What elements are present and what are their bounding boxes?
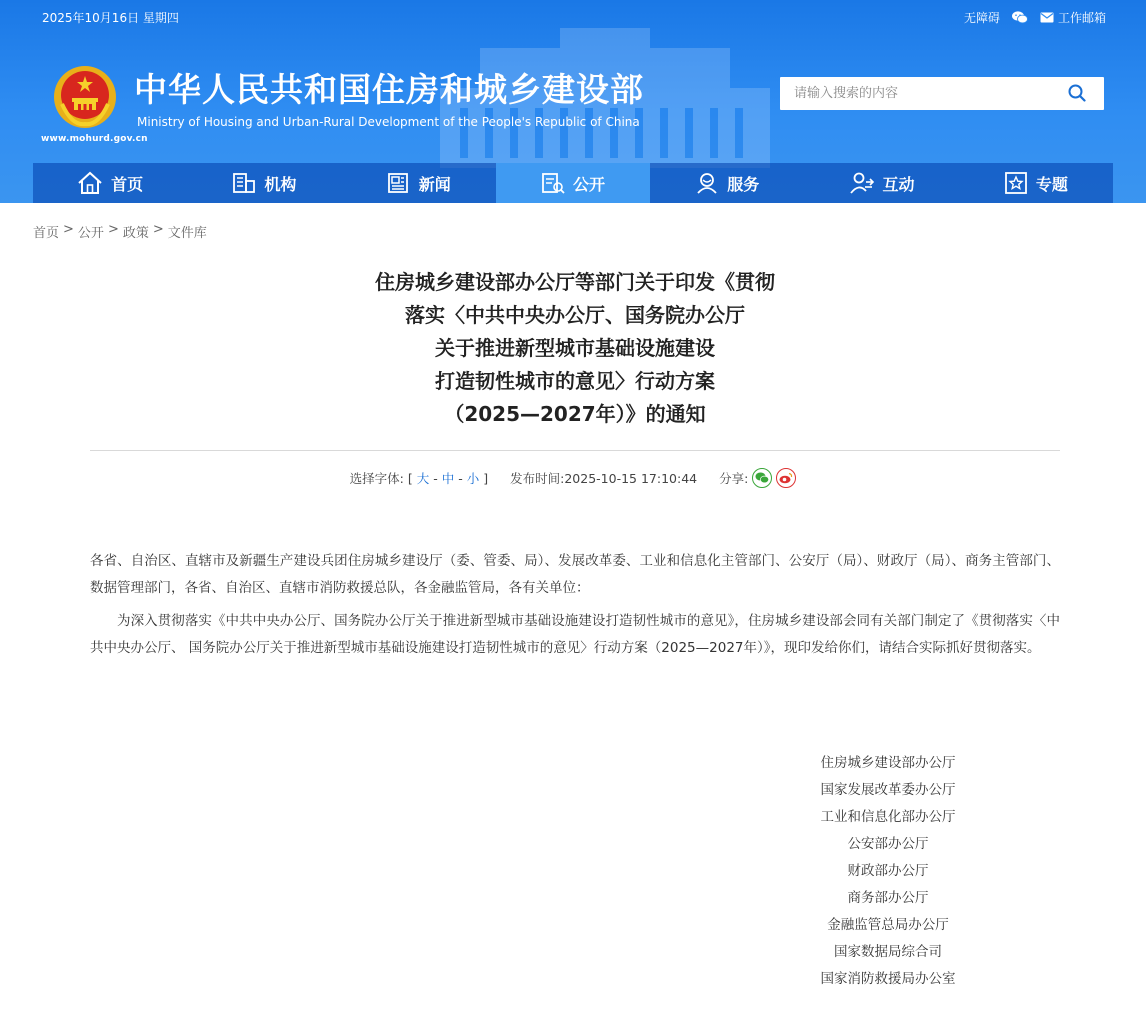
font-medium-link[interactable]: 中 [441,471,455,486]
share-weibo-button[interactable] [776,468,796,488]
accessibility-link[interactable]: 无障碍 [963,11,1000,25]
mail-label: 工作邮箱 [1057,11,1106,25]
breadcrumb-separator: > [63,222,74,237]
national-emblem-icon[interactable] [52,64,118,130]
signature-line: 金融监管总局办公厅 [827,917,949,933]
bracket-close: ] [483,471,489,486]
nav-label: 新闻 [418,174,451,194]
search-input[interactable] [794,78,1064,109]
article-title [290,266,860,431]
site-header [0,0,1146,203]
nav-item-interaction[interactable] [804,163,958,203]
nav-item-topics[interactable] [959,163,1113,203]
font-small-link[interactable]: 小 [466,471,480,486]
nav-label: 首页 [111,174,144,194]
current-date: 2025年10月16日 星期四 [42,11,179,25]
breadcrumb-home[interactable]: 首页 [33,226,60,241]
nav-item-public[interactable] [496,163,650,203]
dash: - [433,471,438,486]
font-size-label: 选择字体: [349,471,404,486]
mail-link[interactable] [1040,9,1106,26]
nav-label: 公开 [572,174,605,194]
nav-item-service[interactable] [650,163,804,203]
signature-line: 公安部办公厅 [847,836,929,852]
body-paragraph: 为深入贯彻落实《中共中央办公厅、国务院办公厅关于推进新型城市基础设施建设打造韧性城市的意见》，住房城乡建设部会同有关部门制定了《贯彻落实〈中共中央办公厅、 国务院办公厅关于推进新型城市基础设施建设打造韧性城市的意见〉行动方案（2025—2027年）》，现印发给你们，请结合实际抓好贯彻落实。 [90,613,1060,656]
article-body [90,548,1060,668]
star-icon [1004,171,1028,195]
bracket-open: [ [407,471,413,486]
home-icon [77,171,103,195]
top-bar [0,0,1146,34]
breadcrumb [33,222,207,241]
dash: - [458,471,463,486]
nav-label: 互动 [882,174,915,194]
site-url: www.mohurd.gov.cn [41,134,148,144]
breadcrumb-separator: > [152,222,164,237]
title-line: 住房城乡建设部办公厅等部门关于印发《贯彻 [375,270,775,294]
site-title[interactable]: 中华人民共和国住房和城乡建设部 [134,70,644,109]
nav-item-home[interactable] [33,163,187,203]
title-line: （2025—2027年）》的通知 [444,402,706,426]
article-meta [0,468,1146,488]
nav-label: 服务 [727,174,760,194]
signature-line: 国家发展改革委办公厅 [820,782,956,798]
service-icon [695,171,719,195]
wechat-icon [1012,11,1028,24]
recipients-paragraph: 各省、自治区、直辖市及新疆生产建设兵团住房城乡建设厅（委、管委、局）、发展改革委、工业和信息化主管部门、公安厅（局）、财政厅（局）、商务主管部门、数据管理部门，各省、自治区、直辖市消防救援总队，各金融监管局，各有关单位： [90,553,1060,596]
search-icon[interactable] [1068,84,1086,102]
breadcrumb-policy[interactable]: 政策 [122,226,149,241]
news-icon [387,172,411,194]
nav-label: 机构 [264,174,297,194]
wechat-icon [755,472,769,484]
wechat-link[interactable] [1012,11,1028,24]
publish-label: 发布时间: [510,471,565,486]
breadcrumb-separator: > [107,222,119,237]
font-large-link[interactable]: 大 [416,471,430,486]
nav-item-organization[interactable] [187,163,341,203]
main-nav [33,163,1113,203]
title-line: 打造韧性城市的意见〉行动方案 [435,369,715,393]
title-divider [90,450,1060,451]
building-icon [232,172,256,194]
signature-line: 国家消防救援局办公室 [820,971,956,987]
signature-line: 财政部办公厅 [847,863,929,879]
share-label: 分享: [719,471,749,486]
nav-item-news[interactable] [342,163,496,203]
document-icon [541,172,565,194]
weibo-icon [779,472,793,484]
site-subtitle: Ministry of Housing and Urban-Rural Development of the People's Republic of China [137,115,640,129]
interaction-icon [849,171,875,195]
signature-line: 国家数据局综合司 [834,944,942,960]
breadcrumb-file-library[interactable]: 文件库 [167,226,207,241]
search-box [780,77,1104,110]
signature-line: 住房城乡建设部办公厅 [820,755,956,771]
publish-time: 2025-10-15 17:10:44 [564,470,698,486]
signature-line: 商务部办公厅 [847,890,929,906]
share-wechat-button[interactable] [752,468,772,488]
signature-line: 工业和信息化部办公厅 [820,809,956,825]
nav-label: 专题 [1035,174,1068,194]
breadcrumb-public[interactable]: 公开 [77,226,104,241]
top-links [964,9,1106,26]
font-size-selector [350,469,488,487]
signature-block [788,750,988,993]
mail-icon [1040,12,1054,23]
title-line: 关于推进新型城市基础设施建设 [435,336,715,360]
title-line: 落实〈中共中央办公厅、国务院办公厅 [405,303,745,327]
share-section [719,468,796,488]
